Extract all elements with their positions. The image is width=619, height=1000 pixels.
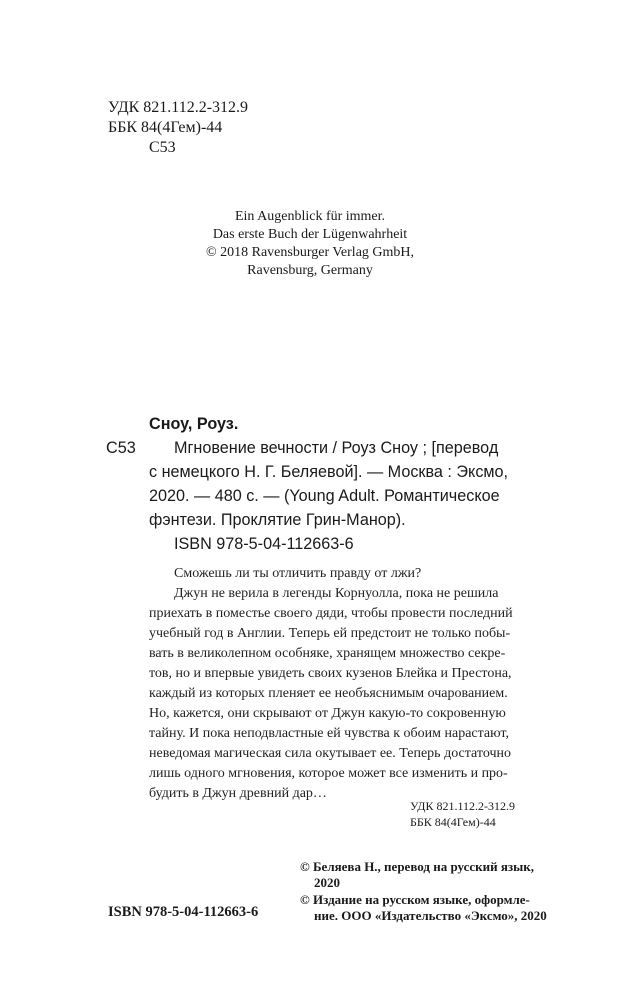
- udk-code-small: УДК 821.112.2-312.9: [410, 799, 516, 813]
- annotation-line: приехать в поместье своего дяди, чтобы провести последний: [149, 606, 513, 621]
- copyright-translation-line: © Беляева Н., перевод на русский язык,: [300, 859, 535, 874]
- record-description-line: 2020. — 480 с. — (Young Adult. Романтическое: [149, 487, 500, 505]
- annotation-line: каждый из которых пленяет ее необъяснимым очарованием.: [149, 686, 508, 701]
- annotation-line: Джун не верила в легенды Корнуолла, пока не решила: [174, 586, 499, 601]
- annotation-line: Но, кажется, они скрывают от Джун какую-то сокровенную: [149, 706, 506, 721]
- copyright-translation-year: 2020: [314, 875, 340, 890]
- annotation-line: будить в Джун древний дар…: [149, 786, 327, 801]
- annotation-line: лишь одного мгновения, которое может все изменить и про-: [149, 766, 508, 781]
- isbn-bottom: ISBN 978-5-04-112663-6: [108, 904, 259, 920]
- annotation-line: вать в великолепном особняке, хранящем множество секре-: [149, 646, 506, 661]
- original-subtitle-line: Das erste Buch der Lügenwahrheit: [212, 227, 408, 242]
- original-place-line: Ravensburg, Germany: [247, 263, 373, 278]
- author-heading: Сноу, Роуз.: [149, 415, 239, 433]
- record-description-line: с немецкого Н. Г. Беляевой]. — Москва : Эксмо,: [149, 463, 509, 481]
- bbk-code-small: ББК 84(4Гем)-44: [410, 815, 496, 829]
- record-isbn: ISBN 978-5-04-112663-6: [174, 535, 354, 553]
- annotation-line: тов, но и впервые увидеть своих кузенов Блейка и Престона,: [149, 666, 512, 681]
- annotation-line: тайну. И пока неподвластные ей чувства к обоим нарастают,: [149, 726, 509, 741]
- annotation-line: Сможешь ли ты отличить правду от лжи?: [174, 566, 422, 581]
- bbk-code: ББК 84(4Гем)-44: [108, 119, 223, 136]
- record-cutter-code: С53: [106, 439, 136, 457]
- cutter-code: С53: [149, 139, 176, 156]
- original-copyright-line: © 2018 Ravensburger Verlag GmbH,: [205, 245, 415, 260]
- udk-code: УДК 821.112.2-312.9: [108, 99, 249, 116]
- annotation-line: неведомая магическая сила окутывает ее. Теперь достаточно: [149, 746, 511, 761]
- annotation-line: учебный год в Англии. Теперь ей предстоит не только побы-: [149, 626, 511, 641]
- copyright-edition-line: © Издание на русском языке, оформле-: [300, 892, 530, 907]
- record-description-line: фэнтези. Проклятие Грин-Манор).: [149, 511, 406, 529]
- copyright-edition-line-2: ние. ООО «Издательство «Эксмо», 2020: [314, 908, 547, 923]
- original-title-line: Ein Augenblick für immer.: [234, 209, 386, 224]
- record-description-line: Мгновение вечности / Роуз Сноу ; [перевод: [174, 439, 499, 457]
